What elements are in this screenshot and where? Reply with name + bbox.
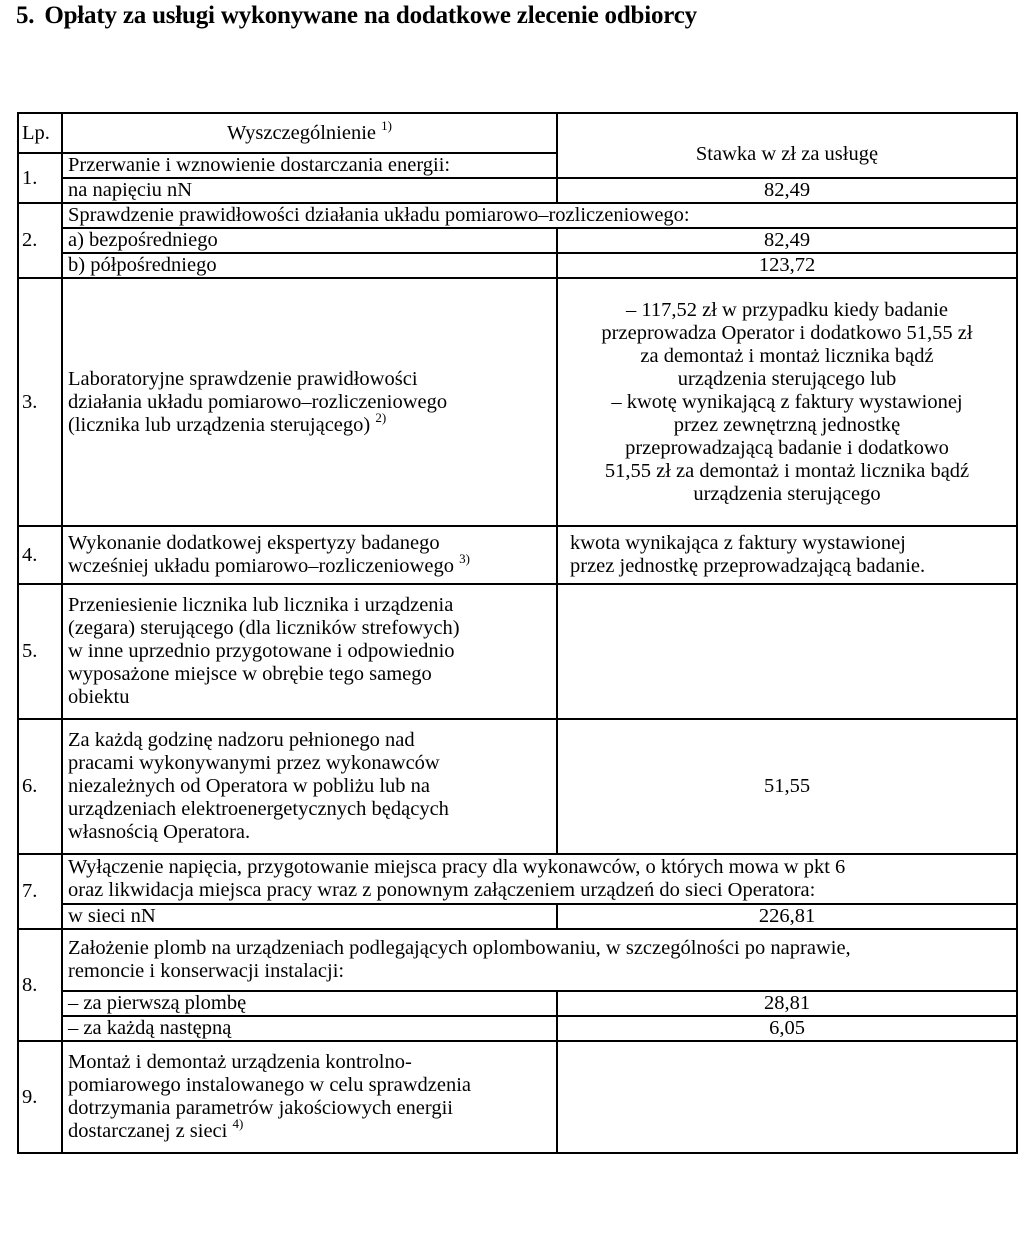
header-lp: Lp. <box>18 113 62 153</box>
row1-title: Przerwanie i wznowienie dostarczania energii: <box>62 153 557 178</box>
row8-title-line: remoncie i konserwacji instalacji: <box>68 960 345 982</box>
row-lp: 9. <box>18 1041 62 1153</box>
table-row <box>18 991 1017 1016</box>
row2-sub1-rate: 82,49 <box>557 228 1017 253</box>
row5-description <box>62 584 557 719</box>
row6-desc-line: własnością Operatora. <box>68 821 251 843</box>
section-title <box>16 2 697 30</box>
table-row <box>18 1041 1017 1153</box>
row2-sub2-label: b) półpośredniego <box>62 253 557 278</box>
row9-desc-note: 4) <box>232 1116 244 1131</box>
row2-title: Sprawdzenie prawidłowości działania układu pomiarowo–rozliczeniowego: <box>62 203 1017 228</box>
row7-title-line: oraz likwidacja miejsca pracy wraz z ponownym załączeniem urządzeń do sieci Operatora: <box>68 879 816 901</box>
row4-desc-line2-text: wcześniej układu pomiarowo–rozliczeniowego <box>68 555 454 577</box>
row3-desc-line: Laboratoryjne sprawdzenie prawidłowości <box>68 367 418 390</box>
table-row <box>18 203 1017 228</box>
table-header-row <box>18 113 1017 153</box>
row4-desc-line <box>68 551 551 578</box>
row9-description <box>62 1041 557 1153</box>
row9-desc-line <box>68 1116 551 1143</box>
header-rate: Stawka w zł za usługę <box>557 113 1017 178</box>
row-lp: 6. <box>18 719 62 854</box>
row1-sub1-rate: 82,49 <box>557 178 1017 203</box>
header-description <box>62 113 557 153</box>
row8-sub1-rate: 28,81 <box>557 991 1017 1016</box>
row-lp: 3. <box>18 278 62 526</box>
row3-description <box>62 278 557 526</box>
table-row <box>18 929 1017 991</box>
row5-desc-line: (zegara) sterującego (dla liczników strefowych) <box>68 617 460 639</box>
row6-rate: 51,55 <box>557 719 1017 854</box>
table-row <box>18 253 1017 278</box>
row3-rate-line: – kwotę wynikającą z faktury wystawionej <box>611 390 963 413</box>
row3-rate-line: – 117,52 zł w przypadku kiedy badanie <box>625 298 949 321</box>
row-lp: 1. <box>18 153 62 203</box>
table-row <box>18 526 1017 584</box>
row6-desc-line: urządzeniach elektroenergetycznych będących <box>68 798 449 820</box>
row5-desc-line: w inne uprzednio przygotowane i odpowiednio <box>68 640 455 662</box>
row3-rate <box>557 278 1017 526</box>
row9-desc-line: dotrzymania parametrów jakościowych energii <box>68 1097 453 1119</box>
row-lp: 7. <box>18 854 62 929</box>
row3-rate-line: 51,55 zł za demontaż i montaż licznika bądź <box>604 459 970 482</box>
table-row <box>18 178 1017 203</box>
row4-desc-line: Wykonanie dodatkowej ekspertyzy badanego <box>68 532 440 554</box>
row5-desc-line: wyposażone miejsce w obrębie tego samego <box>68 663 432 685</box>
row9-rate-empty <box>557 1041 1017 1153</box>
row4-rate <box>557 526 1017 584</box>
row3-desc-line <box>68 409 551 437</box>
tariff-table <box>17 112 1018 1154</box>
row6-desc-line: pracami wykonywanymi przez wykonawców <box>68 752 440 774</box>
row9-desc-line4-text: dostarczanej z sieci <box>68 1120 228 1142</box>
row5-rate-empty <box>557 584 1017 719</box>
table-row <box>18 278 1017 526</box>
row6-desc-line: niezależnych od Operatora w pobliżu lub na <box>68 775 431 797</box>
table-row <box>18 904 1017 929</box>
row-lp: 2. <box>18 203 62 278</box>
row3-desc-line: działania układu pomiarowo–rozliczeniowego <box>68 390 448 413</box>
table-row <box>18 719 1017 854</box>
section-title-text: Opłaty za usługi wykonywane na dodatkowe zlecenie odbiorcy <box>44 2 697 29</box>
row4-description <box>62 526 557 584</box>
row7-sub1-rate: 226,81 <box>557 904 1017 929</box>
row2-sub1-label: a) bezpośredniego <box>62 228 557 253</box>
row8-title <box>62 929 1017 991</box>
row1-sub1-label: na napięciu nN <box>62 178 557 203</box>
row6-desc-line: Za każdą godzinę nadzoru pełnionego nad <box>68 729 415 751</box>
row8-sub2-label: – za każdą następną <box>62 1016 557 1041</box>
row6-description <box>62 719 557 854</box>
row7-sub1-label: w sieci nN <box>62 904 557 929</box>
table-row <box>18 854 1017 904</box>
row7-title-line: Wyłączenie napięcia, przygotowanie miejsca pracy dla wykonawców, o których mowa w pkt 6 <box>68 856 846 878</box>
row8-sub1-label: – za pierwszą plombę <box>62 991 557 1016</box>
row3-rate-line: przeprowadza Operator i dodatkowo 51,55 zł <box>601 321 973 344</box>
row2-sub2-rate: 123,72 <box>557 253 1017 278</box>
row4-rate-line: kwota wynikająca z faktury wystawionej <box>570 532 906 554</box>
row7-title <box>62 854 1017 904</box>
row3-desc-note: 2) <box>375 409 387 425</box>
row-lp: 4. <box>18 526 62 584</box>
row3-rate-line: przez zewnętrzną jednostkę <box>673 413 901 436</box>
row3-rate-line: urządzenia sterującego lub <box>677 367 897 390</box>
row8-sub2-rate: 6,05 <box>557 1016 1017 1041</box>
table-row <box>18 584 1017 719</box>
section-number: 5. <box>16 2 35 29</box>
row9-desc-line: pomiarowego instalowanego w celu sprawdzenia <box>68 1074 472 1096</box>
row5-desc-line: Przeniesienie licznika lub licznika i urządzenia <box>68 594 454 616</box>
header-description-label: Wyszczególnienie <box>227 122 377 144</box>
row4-desc-note: 3) <box>459 551 470 566</box>
row3-desc-line3-text: (licznika lub urządzenia sterującego) <box>68 413 371 436</box>
row3-rate-line: urządzenia sterującego <box>693 482 881 505</box>
row-lp: 5. <box>18 584 62 719</box>
row8-title-line: Założenie plomb na urządzeniach podlegających oplombowaniu, w szczególności po naprawie, <box>68 937 851 959</box>
table-row <box>18 228 1017 253</box>
row9-desc-line: Montaż i demontaż urządzenia kontrolno- <box>68 1051 412 1073</box>
row3-rate-line: przeprowadzającą badanie i dodatkowo <box>625 436 949 459</box>
row4-rate-line: przez jednostkę przeprowadzającą badanie. <box>570 555 926 577</box>
header-description-note: 1) <box>381 118 392 133</box>
row3-rate-line: za demontaż i montaż licznika bądź <box>640 344 934 367</box>
row5-desc-line: obiektu <box>68 686 130 708</box>
row-lp: 8. <box>18 929 62 1041</box>
table-row <box>18 1016 1017 1041</box>
